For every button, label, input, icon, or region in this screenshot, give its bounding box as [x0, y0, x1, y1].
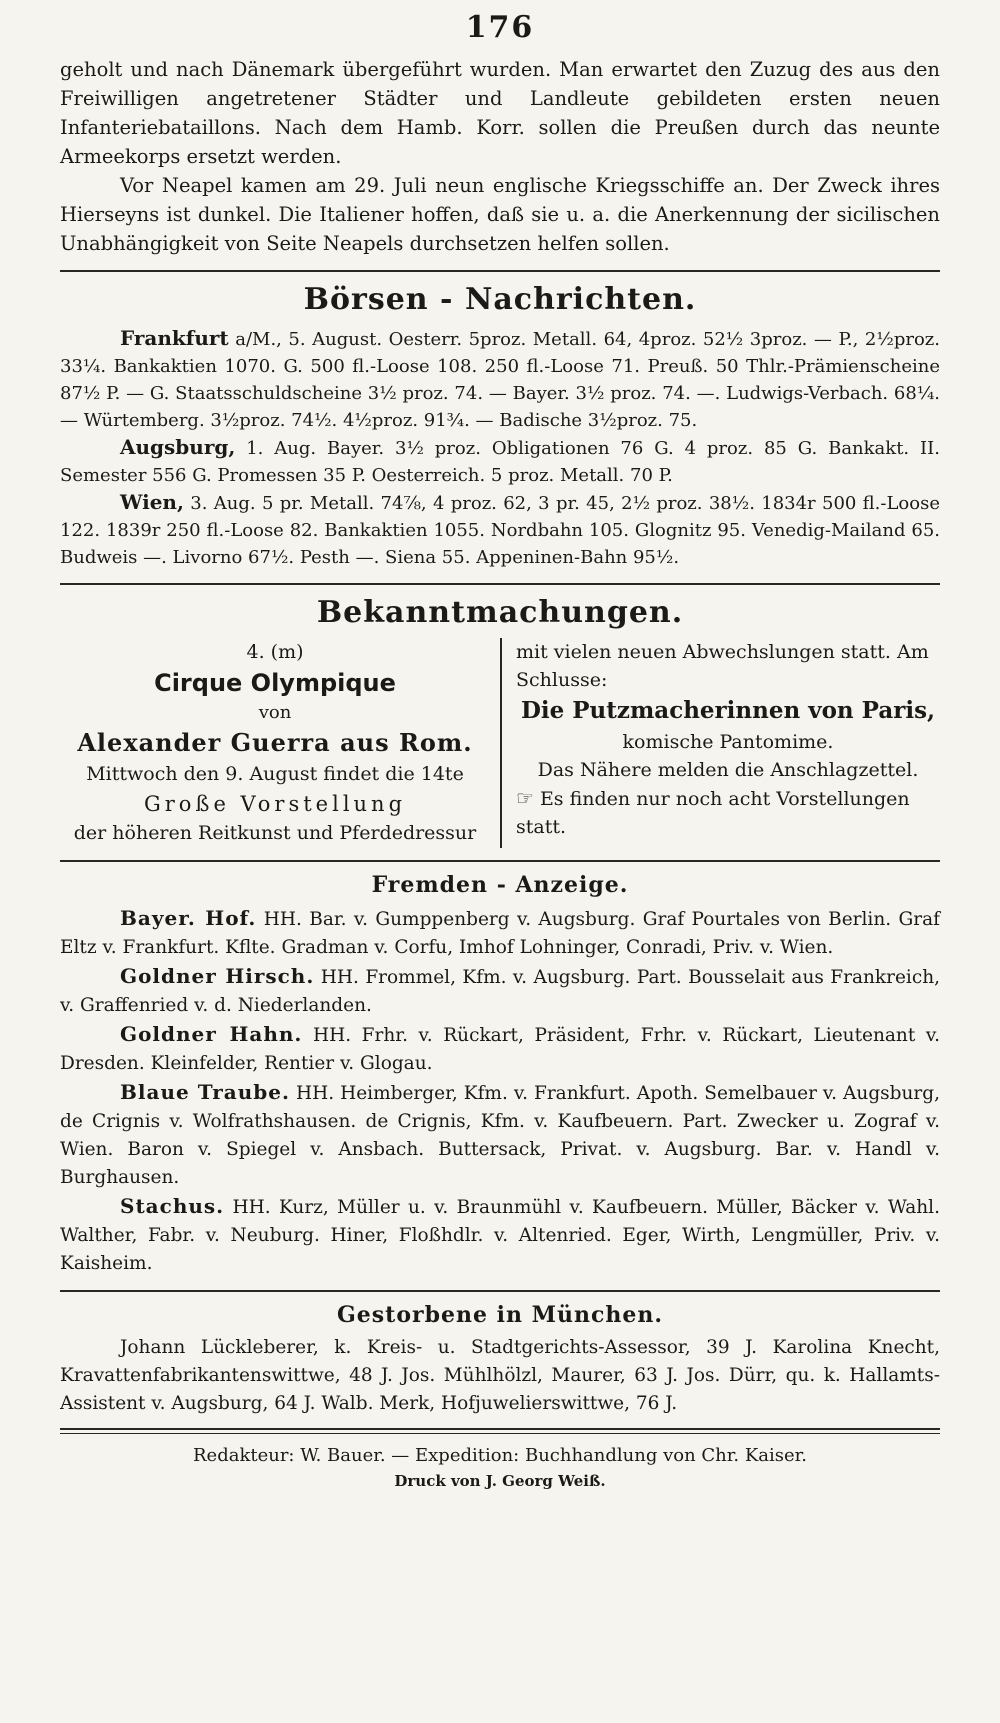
gestorbene-section: [60, 1302, 940, 1418]
ad-grosse-vorstellung: Große Vorstellung: [143, 792, 407, 816]
bekanntmachungen-title: Bekanntmachungen.: [316, 595, 684, 630]
divider: [60, 860, 940, 862]
guest-list: HH. Frhr. v. Rückart, Präsident, Frhr. v. Rückart, Lieutenant v. Dresden. Kleinfelder, Rentier v. Glogau.: [60, 1025, 940, 1074]
augsburg-text: 1. Aug. Bayer. 3½ proz. Obligationen 76 G. 4 proz. 85 G. Bankakt. II. Semester 556 G. Promessen 35 P. Oesterreich. 5 proz. Metall. 70 P.: [60, 438, 940, 486]
guest-list: HH. Frommel, Kfm. v. Augsburg. Part. Bousselait aus Frankreich, v. Graffenried v. d. Niederlanden.: [60, 967, 940, 1016]
ad-more-shows: [516, 784, 940, 841]
ad-show-subtitle: komische Pantomime.: [622, 731, 834, 753]
ad-owner-name: Alexander Guerra aus Rom.: [77, 728, 473, 757]
ad-date-line: Mittwoch den 9. August findet die 14te: [86, 763, 464, 785]
wien-report: [60, 489, 940, 571]
ad-number: 4. (m): [246, 641, 304, 663]
frankfurt-report: [60, 325, 940, 434]
list-item: [60, 1078, 940, 1192]
ad-left-column: [60, 638, 502, 848]
wien-place: Wien,: [120, 490, 184, 514]
hotel-name: Goldner Hahn.: [120, 1022, 303, 1046]
fremden-title: Fremden - Anzeige.: [371, 872, 629, 898]
frankfurt-text: a/M., 5. August. Oesterr. 5proz. Metall. 64, 4proz. 52½ 3proz. — P., 2½proz. 33¼. Bankaktien 1070. G. 500 fl.-Loose 108. 250 fl.-Loose 71. Preuß. 50 Thlr.-Prämienscheine 87½ P. — G. Staatsschuldscheine 3½ proz. 74. — Bayer. 3½ proz. 74. —. Ludwigs-Verbach. 68¼. — Würtemberg. 3½proz. 74½. 4½proz. 91¾. — Badische 3½proz. 75.: [60, 329, 940, 431]
ad-show-title: Die Putzmacherinnen von Paris,: [520, 697, 936, 724]
list-item: [60, 962, 940, 1020]
bekanntmachungen-section: [60, 595, 940, 848]
hotel-name: Blaue Traube.: [120, 1080, 290, 1104]
boersen-title: Börsen - Nachrichten.: [303, 282, 697, 317]
gestorbene-title: Gestorbene in München.: [336, 1302, 664, 1328]
guest-list: HH. Kurz, Müller u. v. Braunmühl v. Kaufbeuern. Müller, Bäcker v. Wahl. Walther, Fabr. v. Neuburg. Hiner, Floßhdlr. v. Altenried. Eger, Wirth, Lengmüller, Priv. v. Kaisheim.: [60, 1197, 940, 1274]
newspaper-page: [60, 0, 940, 1492]
list-item: [60, 1192, 940, 1278]
pointing-hand-icon: ☞: [516, 786, 534, 810]
editor-line: Redakteur: W. Bauer. — Expedition: Buchhandlung von Chr. Kaiser.: [192, 1445, 808, 1466]
ad-von: von: [258, 702, 292, 723]
ad-cirque-title: Cirque Olympique: [154, 669, 396, 697]
ad-art-line: der höheren Reitkunst und Pferdedressur: [73, 822, 477, 844]
boersen-section: [60, 282, 940, 571]
ad-details: Das Nähere melden die Anschlagzettel.: [537, 759, 919, 781]
augsburg-report: [60, 434, 940, 489]
hotel-name: Goldner Hirsch.: [120, 964, 315, 988]
augsburg-place: Augsburg,: [120, 435, 236, 459]
intro-section: [60, 55, 940, 258]
guest-list: HH. Bar. v. Gumppenberg v. Augsburg. Graf Pourtales von Berlin. Graf Eltz v. Frankfurt. Kflte. Gradman v. Corfu, Imhof Lohninger, Conradi, Priv. v. Wien.: [60, 909, 940, 958]
hotel-name: Stachus.: [120, 1194, 225, 1218]
printer-line: Druck von J. Georg Weiß.: [394, 1472, 606, 1490]
footer-divider: [60, 1428, 940, 1434]
fremden-section: [60, 872, 940, 1278]
wien-text: 3. Aug. 5 pr. Metall. 74⅞, 4 proz. 62, 3 pr. 45, 2½ proz. 38½. 1834r 500 fl.-Loose 122. 1839r 250 fl.-Loose 82. Bankaktien 1055. Nordbahn 105. Glognitz 95. Venedig-Mailand 65. Budweis —. Livorno 67½. Pesth —. Siena 55. Appeninen-Bahn 95½.: [60, 493, 940, 568]
intro-paragraph-2: Vor Neapel kamen am 29. Juli neun englische Kriegsschiffe an. Der Zweck ihres Hierseyns ist dunkel. Die Italiener hoffen, daß sie u. a. die Anerkennung der sicilischen Unabhängigkeit von Seite Neapels durchsetzen helfen sollen.: [60, 174, 940, 255]
divider: [60, 1290, 940, 1292]
gestorbene-text: Johann Lückleberer, k. Kreis- u. Stadtgerichts-Assessor, 39 J. Karolina Knecht, Kravattenfabrikantenswittwe, 48 J. Jos. Mühlhölzl, Maurer, 63 J. Jos. Dürr, qu. k. Hallamts-Assistent v. Augsburg, 64 J. Walb. Merk, Hofjuwelierswittwe, 76 J.: [60, 1337, 940, 1414]
ad-more-text: Es finden nur noch acht Vorstellungen statt.: [516, 788, 910, 838]
list-item: [60, 904, 940, 962]
ad-right-column: [502, 638, 940, 848]
divider: [60, 583, 940, 585]
intro-paragraph-1: geholt und nach Dänemark übergeführt wurden. Man erwartet den Zuzug des aus den Freiwilligen angetretener Städter und Landleute gebildeten ersten neuen Infanteriebataillons. Nach dem Hamb. Korr. sollen die Preußen durch das neunte Armeekorps ersetzt werden.: [60, 58, 940, 168]
frankfurt-place: Frankfurt: [120, 326, 229, 350]
cirque-advertisement: [60, 638, 940, 848]
hotel-name: Bayer. Hof.: [120, 906, 257, 930]
page-number: 176: [465, 10, 535, 45]
page-footer: [60, 1442, 940, 1492]
ad-right-line-1: mit vielen neuen Abwechslungen statt. Am Schlusse:: [516, 641, 929, 691]
divider: [60, 270, 940, 272]
list-item: [60, 1020, 940, 1078]
guest-list: HH. Heimberger, Kfm. v. Frankfurt. Apoth. Semelbauer v. Augsburg, de Crignis v. Wolfrathshausen. de Crignis, Kfm. v. Kaufbeuern. Part. Zwecker u. Zograf v. Wien. Baron v. Spiegel v. Ansbach. Buttersack, Privat. v. Augsburg. Bar. v. Handl v. Burghausen.: [60, 1083, 940, 1188]
